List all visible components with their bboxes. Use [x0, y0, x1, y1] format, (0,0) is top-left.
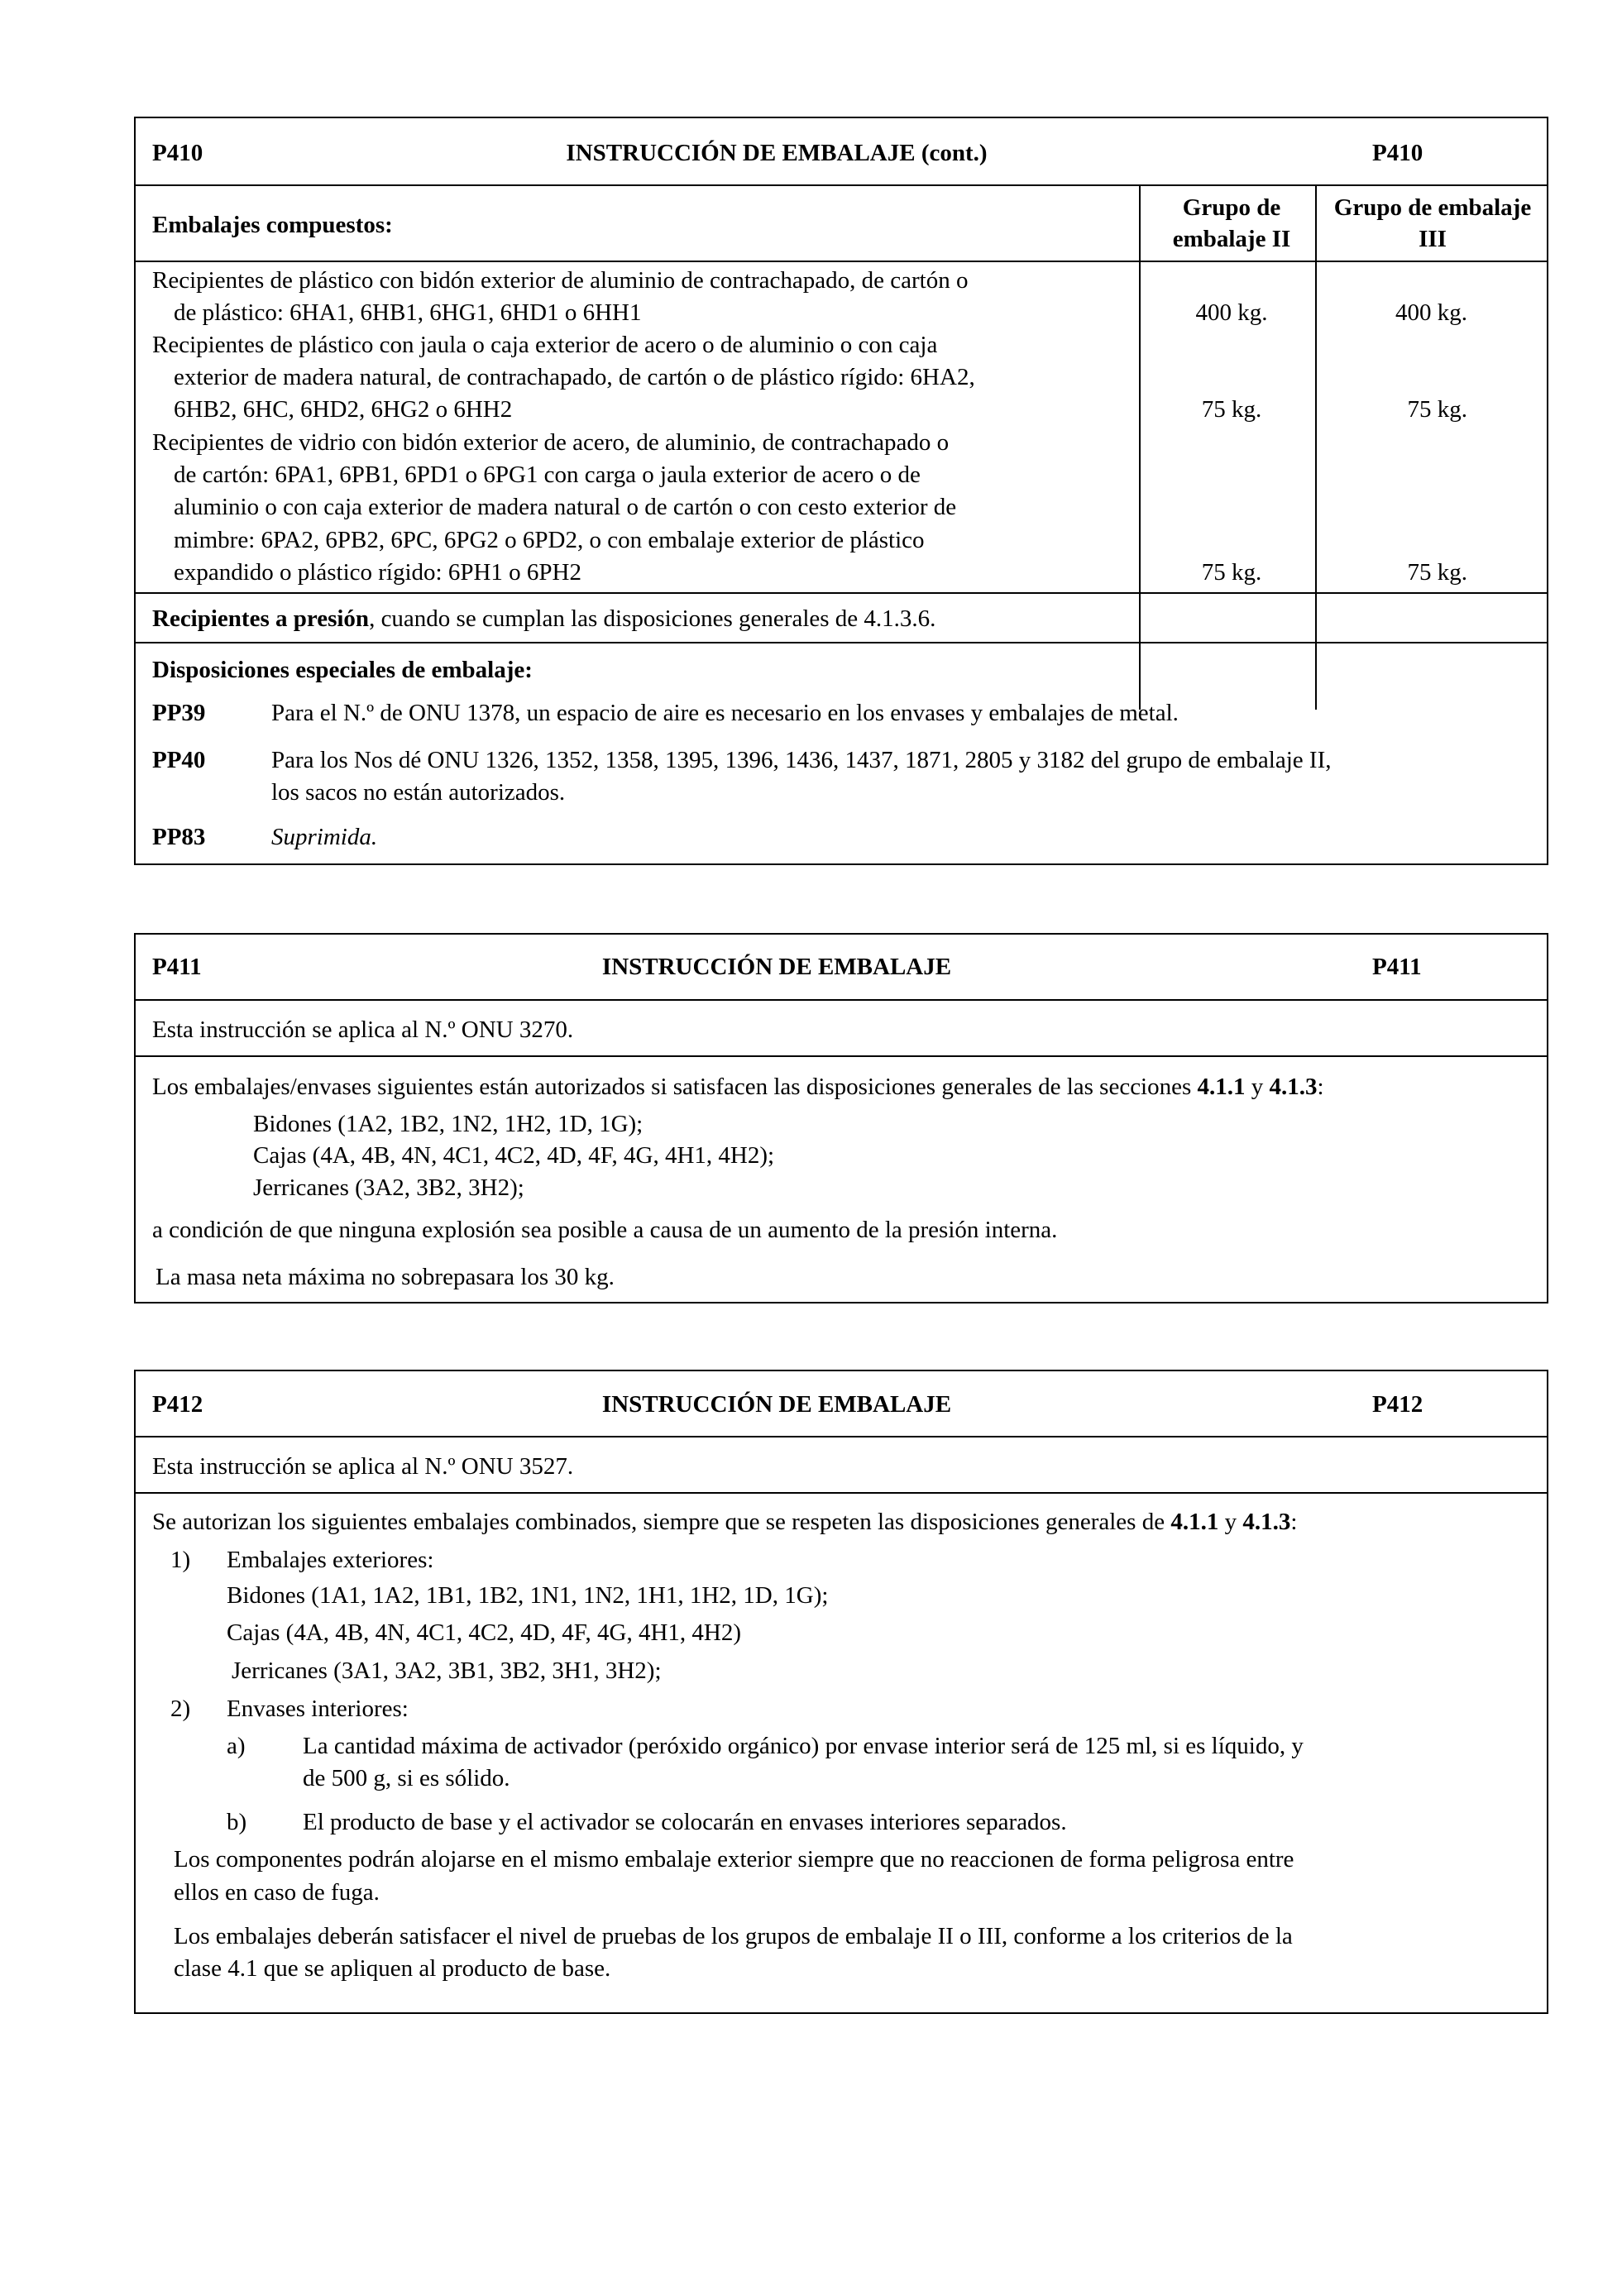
p411-table — [134, 933, 1548, 1303]
p411-intro — [152, 1075, 1324, 1099]
p412-code-right: P412 — [1372, 1391, 1423, 1418]
p411-title: INSTRUCCIÓN DE EMBALAJE — [601, 954, 952, 980]
p410-entry1-pg2: 400 kg. — [1195, 299, 1268, 326]
p411-code-left: P411 — [152, 954, 202, 980]
p412-outer-heading: Embalajes exteriores: — [227, 1547, 434, 1573]
p411-item-bidones: Bidones (1A2, 1B2, 1N2, 1H2, 1D, 1G); — [253, 1111, 644, 1137]
p410-entry3-line2: de cartón: 6PA1, 6PB1, 6PD1 o 6PG1 con carga o jaula exterior de acero o de — [174, 462, 921, 488]
p410-pp40-code: PP40 — [152, 747, 206, 773]
p411-intro-ref2: 4.1.3 — [1269, 1074, 1318, 1100]
p410-entry3-pg3: 75 kg. — [1407, 559, 1467, 586]
p412-outer-bidones: Bidones (1A1, 1A2, 1B1, 1B2, 1N1, 1N2, 1H1, 1H2, 1D, 1G); — [227, 1582, 829, 1609]
p412-b-line: El producto de base y el activador se colocarán en envases interiores separados. — [303, 1809, 1067, 1835]
p411-intro-and: y — [1245, 1074, 1270, 1100]
p412-intro-ref1: 4.1.1 — [1170, 1509, 1219, 1535]
p412-intro — [152, 1510, 1297, 1534]
p410-pp40-line2: los sacos no están autorizados. — [271, 779, 566, 806]
p410-special-heading: Disposiciones especiales de embalaje: — [152, 657, 533, 683]
p410-entry2-line1: Recipientes de plástico con jaula o caja exterior de acero o de aluminio o con caja — [152, 332, 938, 358]
p410-pp83-text: Suprimida. — [271, 824, 378, 850]
p410-col3-header-2: III — [1419, 226, 1447, 252]
p412-a-line1: La cantidad máxima de activador (peróxido orgánico) por envase interior será de 125 ml, si es líquido, y — [303, 1733, 1304, 1759]
p410-pp39-code: PP39 — [152, 700, 206, 726]
p412-intro-and: y — [1218, 1509, 1243, 1535]
p412-components-line2: ellos en caso de fuga. — [174, 1879, 380, 1906]
p410-title: INSTRUCCIÓN DE EMBALAJE (cont.) — [566, 140, 988, 166]
p410-entry1-line2: de plástico: 6HA1, 6HB1, 6HG1, 6HD1 o 6HH1 — [174, 299, 642, 326]
p410-pp40-line1: Para los Nos dé ONU 1326, 1352, 1358, 1395, 1396, 1436, 1437, 1871, 2805 y 3182 del grupo de embalaje II, — [271, 747, 1332, 773]
p411-intro-ref1: 4.1.1 — [1197, 1074, 1246, 1100]
p411-condition: a condición de que ninguna explosión sea posible a causa de un aumento de la presión interna. — [152, 1217, 1058, 1243]
p410-entry3-line1: Recipientes de vidrio con bidón exterior de acero, de aluminio, de contrachapado o — [152, 429, 950, 456]
p412-intro-ref2: 4.1.3 — [1242, 1509, 1291, 1535]
p410-pp83-code: PP83 — [152, 824, 206, 850]
p412-components-line1: Los componentes podrán alojarse en el mismo embalaje exterior siempre que no reaccionen de forma peligrosa entre — [174, 1846, 1294, 1873]
p411-mass: La masa neta máxima no sobrepasara los 30 kg. — [156, 1264, 615, 1290]
p410-entry2-line3: 6HB2, 6HC, 6HD2, 6HG2 o 6HH2 — [174, 396, 513, 423]
p412-num-2: 2) — [170, 1696, 191, 1722]
p411-code-right: P411 — [1372, 954, 1422, 980]
p410-entry3-line3: aluminio o con caja exterior de madera natural o de cartón o con cesto exterior de — [174, 494, 957, 520]
p412-test-line1: Los embalajes deberán satisfacer el nivel de pruebas de los grupos de embalaje II o III, conforme a los criterios de la — [174, 1923, 1293, 1949]
p412-intro-colon: : — [1290, 1509, 1298, 1535]
p412-intro-text: Se autorizan los siguientes embalajes combinados, siempre que se respeten las disposiciones generales de — [152, 1509, 1171, 1535]
p411-intro-colon: : — [1317, 1074, 1324, 1100]
p410-col2-header-1: Grupo de — [1182, 194, 1281, 221]
p410-pp39-text: Para el N.º de ONU 1378, un espacio de aire es necesario en los envases y embalajes de metal. — [271, 700, 1179, 726]
p412-title: INSTRUCCIÓN DE EMBALAJE — [601, 1391, 952, 1418]
p412-outer-cajas: Cajas (4A, 4B, 4N, 4C1, 4C2, 4D, 4F, 4G, 4H1, 4H2) — [227, 1619, 741, 1646]
p410-pressure-rest: , cuando se cumplan las disposiciones generales de 4.1.3.6. — [369, 605, 936, 632]
p412-test-line2: clase 4.1 que se apliquen al producto de base. — [174, 1955, 611, 1982]
p410-entry3-line5: expandido o plástico rígido: 6PH1 o 6PH2 — [174, 559, 581, 586]
p412-code-left: P412 — [152, 1391, 203, 1418]
p411-applies: Esta instrucción se aplica al N.º ONU 3270. — [152, 1016, 574, 1043]
p411-intro-text: Los embalajes/envases siguientes están autorizados si satisfacen las disposiciones generales de las secciones — [152, 1074, 1198, 1100]
p410-entry2-pg2: 75 kg. — [1201, 396, 1262, 423]
p410-col2-header-2: embalaje II — [1172, 226, 1291, 252]
p412-a-line2: de 500 g, si es sólido. — [303, 1765, 510, 1791]
p410-entry2-line2: exterior de madera natural, de contrachapado, de cartón o de plástico rígido: 6HA2, — [174, 364, 975, 390]
p411-item-cajas: Cajas (4A, 4B, 4N, 4C1, 4C2, 4D, 4F, 4G, 4H1, 4H2); — [253, 1142, 775, 1169]
p410-col3-header-1: Grupo de embalaje — [1333, 194, 1532, 221]
p411-item-jerricanes: Jerricanes (3A2, 3B2, 3H2); — [253, 1174, 524, 1201]
p410-entry1-line1: Recipientes de plástico con bidón exterior de aluminio de contrachapado, de cartón o — [152, 267, 969, 294]
p412-letter-a: a) — [227, 1733, 246, 1759]
p412-num-1: 1) — [170, 1547, 191, 1573]
p410-entry3-line4: mimbre: 6PA2, 6PB2, 6PC, 6PG2 o 6PD2, o con embalaje exterior de plástico — [174, 527, 925, 553]
p410-col-heading: Embalajes compuestos: — [152, 212, 393, 238]
p410-entry2-pg3: 75 kg. — [1407, 396, 1467, 423]
p410-entry1-pg3: 400 kg. — [1395, 299, 1467, 326]
p410-pressure — [152, 607, 935, 631]
p410-code-right: P410 — [1372, 140, 1423, 166]
p410-table — [134, 117, 1548, 865]
p412-table — [134, 1370, 1548, 2014]
p410-pressure-bold: Recipientes a presión — [152, 605, 370, 632]
p412-applies: Esta instrucción se aplica al N.º ONU 3527. — [152, 1453, 574, 1480]
p410-code-left: P410 — [152, 140, 203, 166]
p412-letter-b: b) — [227, 1809, 247, 1835]
p412-outer-jerricanes: Jerricanes (3A1, 3A2, 3B1, 3B2, 3H1, 3H2); — [232, 1657, 662, 1684]
p412-inner-heading: Envases interiores: — [227, 1696, 409, 1722]
p410-entry3-pg2: 75 kg. — [1201, 559, 1262, 586]
